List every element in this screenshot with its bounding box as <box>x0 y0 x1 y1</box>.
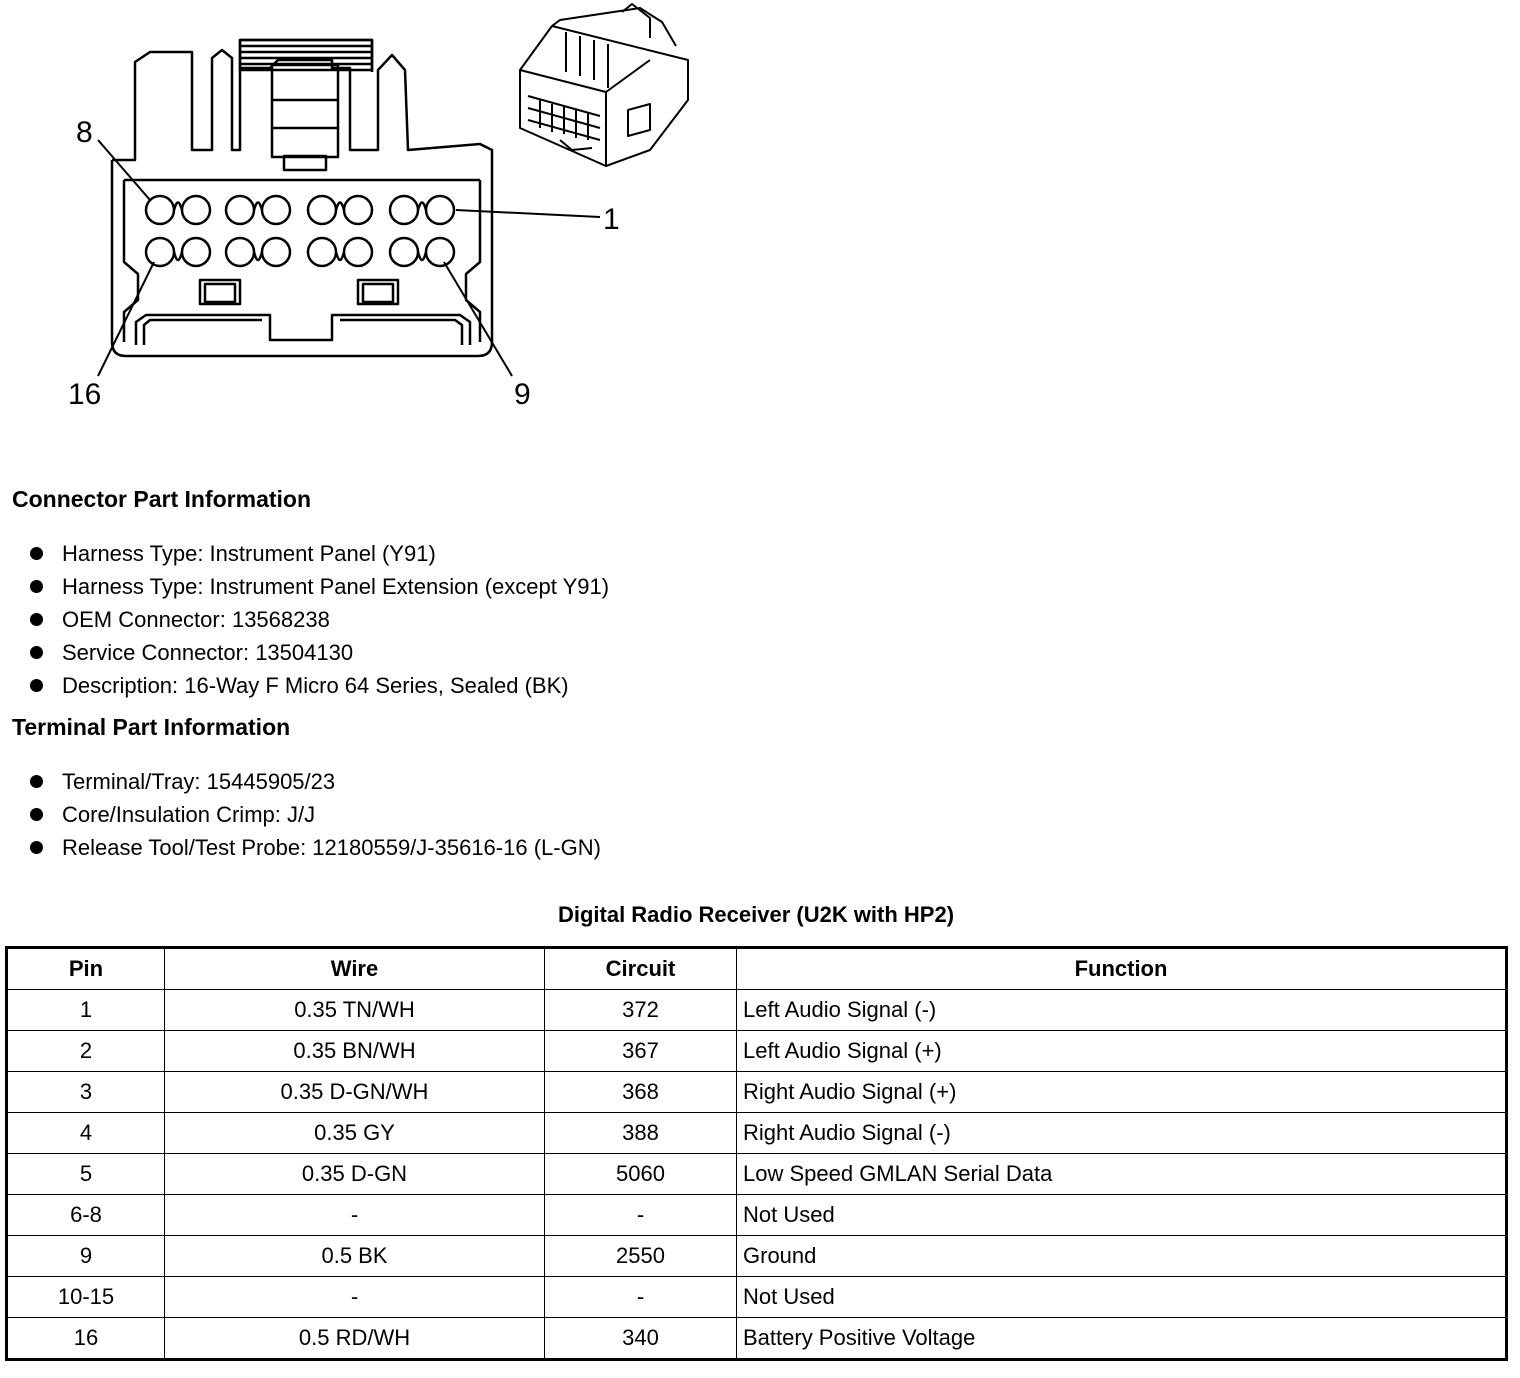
cell-pin: 16 <box>7 1318 165 1360</box>
cell-pin: 5 <box>7 1154 165 1195</box>
cell-function: Ground <box>737 1236 1507 1277</box>
cell-function: Not Used <box>737 1277 1507 1318</box>
list-item: Release Tool/Test Probe: 12180559/J-35616-16 (L-GN) <box>30 831 601 864</box>
cell-wire: 0.35 BN/WH <box>165 1031 545 1072</box>
cell-pin: 3 <box>7 1072 165 1113</box>
list-item: Description: 16-Way F Micro 64 Series, Sealed (BK) <box>30 669 609 702</box>
cell-circuit: 388 <box>545 1113 737 1154</box>
cell-circuit: - <box>545 1195 737 1236</box>
cell-circuit: 2550 <box>545 1236 737 1277</box>
connector-diagram <box>0 0 760 440</box>
table-row <box>7 1031 1507 1072</box>
list-item: OEM Connector: 13568238 <box>30 603 609 636</box>
table-row <box>7 1277 1507 1318</box>
cell-wire: 0.35 D-GN/WH <box>165 1072 545 1113</box>
list-item: Harness Type: Instrument Panel Extension (except Y91) <box>30 570 609 603</box>
table-row <box>7 1072 1507 1113</box>
terminal-info-list <box>30 765 601 864</box>
bottom-row-cavities <box>146 238 454 266</box>
table-title: Digital Radio Receiver (U2K with HP2) <box>557 902 955 927</box>
latch-block <box>272 65 338 157</box>
pin-label-1: 1 <box>603 203 620 236</box>
cell-wire: 0.5 BK <box>165 1236 545 1277</box>
table-row <box>7 990 1507 1031</box>
bullet-icon <box>30 808 43 821</box>
cell-function: Right Audio Signal (-) <box>737 1113 1507 1154</box>
cell-circuit: 5060 <box>545 1154 737 1195</box>
cell-pin: 10-15 <box>7 1277 165 1318</box>
connector-info-list <box>30 537 609 702</box>
cell-function: Right Audio Signal (+) <box>737 1072 1507 1113</box>
leader-pin16 <box>98 262 154 376</box>
bullet-icon <box>30 679 43 692</box>
cell-function: Left Audio Signal (-) <box>737 990 1507 1031</box>
terminal-info-title: Terminal Part Information <box>12 714 291 740</box>
bullet-icon <box>30 646 43 659</box>
cell-wire: - <box>165 1277 545 1318</box>
cell-circuit: 372 <box>545 990 737 1031</box>
connector-3d-icon <box>520 4 688 166</box>
pin-label-9: 9 <box>514 378 531 411</box>
bullet-icon <box>30 775 43 788</box>
cell-circuit: 340 <box>545 1318 737 1360</box>
cell-pin: 2 <box>7 1031 165 1072</box>
bullet-icon <box>30 547 43 560</box>
top-row-cavities <box>146 196 454 224</box>
header-wire: Wire <box>165 948 545 990</box>
cell-wire: 0.35 TN/WH <box>165 990 545 1031</box>
cell-function: Low Speed GMLAN Serial Data <box>737 1154 1507 1195</box>
cell-wire: - <box>165 1195 545 1236</box>
table-row <box>7 1318 1507 1360</box>
cell-function: Left Audio Signal (+) <box>737 1031 1507 1072</box>
cell-wire: 0.35 D-GN <box>165 1154 545 1195</box>
leader-pin1 <box>456 210 600 217</box>
cell-circuit: - <box>545 1277 737 1318</box>
table-row <box>7 1113 1507 1154</box>
pin-label-16: 16 <box>68 378 102 411</box>
cell-function: Battery Positive Voltage <box>737 1318 1507 1360</box>
list-item: Harness Type: Instrument Panel (Y91) <box>30 537 609 570</box>
cell-pin: 9 <box>7 1236 165 1277</box>
table-row <box>7 1236 1507 1277</box>
cell-wire: 0.5 RD/WH <box>165 1318 545 1360</box>
bullet-icon <box>30 580 43 593</box>
cell-pin: 1 <box>7 990 165 1031</box>
bullet-icon <box>30 613 43 626</box>
cell-wire: 0.35 GY <box>165 1113 545 1154</box>
cell-function: Not Used <box>737 1195 1507 1236</box>
list-item: Core/Insulation Crimp: J/J <box>30 798 601 831</box>
bullet-icon <box>30 841 43 854</box>
header-pin: Pin <box>7 948 165 990</box>
cell-circuit: 367 <box>545 1031 737 1072</box>
connector-info-title: Connector Part Information <box>12 486 312 512</box>
table-row <box>7 1195 1507 1236</box>
pinout-table <box>5 946 1508 1361</box>
header-function: Function <box>737 948 1507 990</box>
table-header-row <box>7 948 1507 990</box>
header-circuit: Circuit <box>545 948 737 990</box>
table-row <box>7 1154 1507 1195</box>
list-item: Service Connector: 13504130 <box>30 636 609 669</box>
cell-pin: 4 <box>7 1113 165 1154</box>
pin-label-8: 8 <box>76 116 93 149</box>
cell-pin: 6-8 <box>7 1195 165 1236</box>
list-item: Terminal/Tray: 15445905/23 <box>30 765 601 798</box>
cell-circuit: 368 <box>545 1072 737 1113</box>
